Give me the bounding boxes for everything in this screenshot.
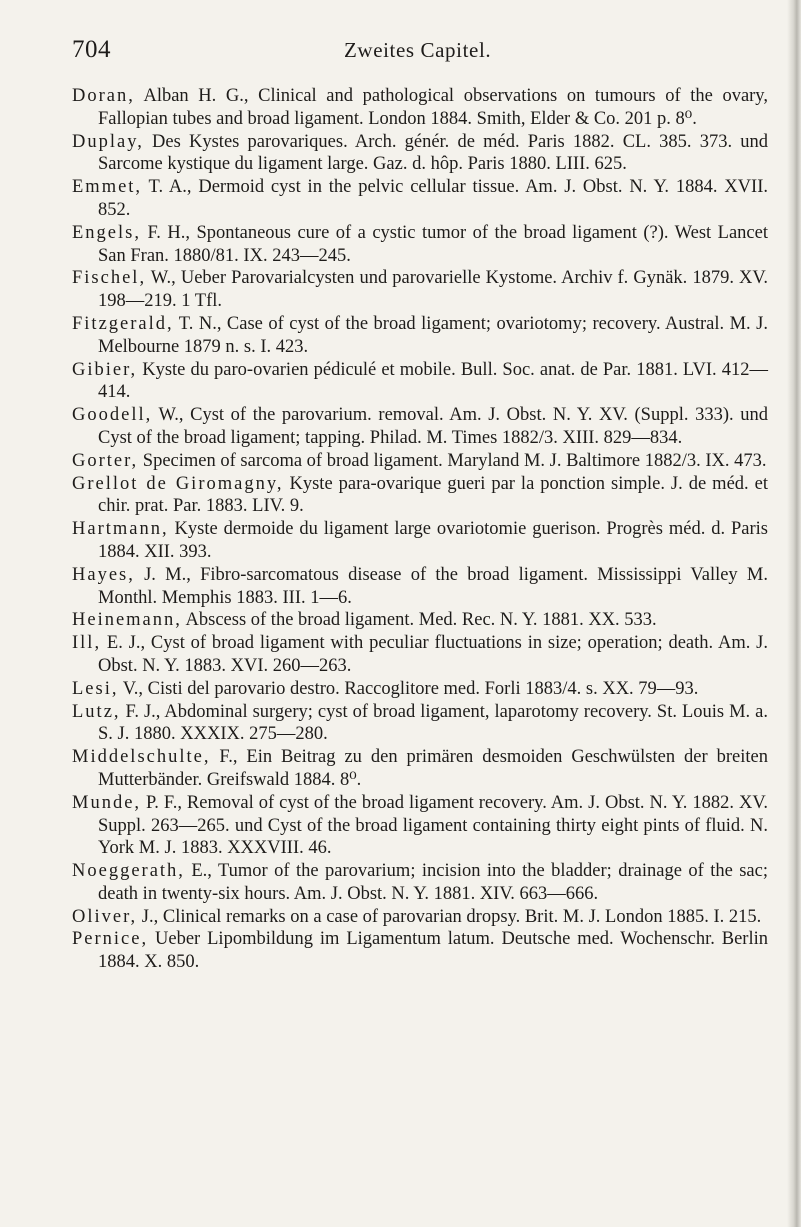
reference-author: Doran, bbox=[72, 86, 135, 106]
reference-author: Fitzgerald, bbox=[72, 313, 174, 334]
reference-text: P. F., Removal of cyst of the broad ligament recovery. Am. J. Obst. N. Y. 1882. XV. Suppl. 263—265. und Cyst of the broad ligament containing thirty eight pints of fluid. N. York M. J. 1883. XXXVIII. 46. bbox=[98, 792, 768, 859]
reference-text: Ueber Lipombildung im Ligamentum latum. Deutsche med. Wochenschr. Berlin 1884. X. 850. bbox=[98, 929, 768, 973]
reference-text: J., Clinical remarks on a case of parovarian dropsy. Brit. M. J. London 1885. I. 215. bbox=[137, 906, 762, 927]
reference-entry bbox=[72, 313, 768, 359]
reference-entry bbox=[72, 518, 768, 564]
running-head: Zweites Capitel. bbox=[344, 38, 492, 62]
reference-text: F. H., Spontaneous cure of a cystic tumor of the broad ligament (?). West Lancet San Fran. 1880/81. IX. 243—245. bbox=[98, 222, 768, 266]
reference-entry bbox=[72, 473, 768, 519]
page-edge-shadow bbox=[787, 0, 801, 1227]
reference-text: Specimen of sarcoma of broad ligament. Maryland M. J. Baltimore 1882/3. IX. 473. bbox=[138, 450, 767, 471]
reference-entry bbox=[72, 860, 768, 906]
reference-author: Pernice, bbox=[72, 929, 149, 950]
reference-author: Hayes, bbox=[72, 564, 135, 585]
reference-entry bbox=[72, 609, 768, 632]
reference-text: T. A., Dermoid cyst in the pelvic cellular tissue. Am. J. Obst. N. Y. 1884. XVII. 852. bbox=[98, 177, 768, 220]
reference-author: Fischel, bbox=[72, 268, 147, 289]
reference-author: Duplay, bbox=[72, 131, 144, 152]
reference-text: F., Ein Beitrag zu den primären desmoiden Geschwülsten der breiten Mutterbänder. Greifswald 1884. 8⁰. bbox=[98, 747, 768, 790]
reference-text: Kyste para-ovarique gueri par la ponction simple. J. de méd. et chir. prat. Par. 1883. LIV. 9. bbox=[98, 473, 768, 517]
reference-entry bbox=[72, 746, 768, 792]
reference-entry bbox=[72, 222, 768, 268]
reference-author: Emmet, bbox=[72, 177, 143, 198]
reference-text: W., Ueber Parovarialcysten und parovarielle Kystome. Archiv f. Gynäk. 1879. XV. 198—219. 1 Tfl. bbox=[98, 268, 768, 312]
reference-text: E., Tumor of the parovarium; incision into the bladder; drainage of the sac; death in twenty-six hours. Am. J. Obst. N. Y. 1881. XIV. 663—666. bbox=[98, 861, 768, 904]
reference-entry bbox=[72, 359, 768, 405]
reference-text: T. N., Case of cyst of the broad ligament; ovariotomy; recovery. Austral. M. J. Melbourne 1879 n. s. I. 423. bbox=[98, 313, 768, 357]
reference-author: Lesi, bbox=[72, 678, 119, 699]
reference-entry bbox=[72, 131, 768, 177]
reference-text: Kyste du paro-ovarien pédiculé et mobile. Bull. Soc. anat. de Par. 1881. LVI. 412—414. bbox=[98, 359, 768, 403]
reference-entry bbox=[72, 450, 768, 473]
reference-entry bbox=[72, 792, 768, 860]
reference-text: Des Kystes parovariques. Arch. génér. de méd. Paris 1882. CL. 385. 373. und Sarcome kystique du ligament large. Gaz. d. hôp. Paris 1880. LIII. 625. bbox=[98, 131, 768, 175]
reference-entry bbox=[72, 564, 768, 610]
reference-author: Oliver, bbox=[72, 906, 138, 927]
reference-author: Hartmann, bbox=[72, 519, 169, 540]
reference-entry bbox=[72, 632, 768, 678]
reference-text: W., Cyst of the parovarium. removal. Am. J. Obst. N. Y. XV. (Suppl. 333). und Cyst of the broad ligament; tapping. Philad. M. Times 1882/3. XIII. 829—834. bbox=[98, 405, 768, 448]
reference-author: Engels, bbox=[72, 222, 141, 243]
reference-author: Munde, bbox=[72, 792, 142, 813]
reference-author: Goodell, bbox=[72, 405, 153, 426]
reference-entry bbox=[72, 701, 768, 747]
reference-entry bbox=[72, 176, 768, 222]
reference-text: Kyste dermoide du ligament large ovariotomie guerison. Progrès méd. d. Paris 1884. XII. 393. bbox=[98, 519, 768, 562]
reference-author: Noeggerath, bbox=[72, 861, 185, 882]
reference-entry bbox=[72, 404, 768, 450]
reference-list bbox=[72, 85, 768, 974]
reference-entry bbox=[72, 678, 768, 701]
reference-entry bbox=[72, 928, 768, 974]
page-header bbox=[72, 36, 772, 70]
reference-text: Alban H. G., Clinical and pathological observations on tumours of the ovary, Fallopian tubes and broad ligament. London 1884. Smith, Elder & Co. 201 p. 8⁰. bbox=[98, 86, 768, 129]
reference-author: Middelschulte, bbox=[72, 747, 211, 768]
reference-author: Heinemann, bbox=[72, 610, 182, 631]
reference-author: Ill, bbox=[72, 633, 102, 654]
reference-text: F. J., Abdominal surgery; cyst of broad ligament, laparotomy recovery. St. Louis M. a. S. J. 1880. XXXIX. 275—280. bbox=[98, 701, 768, 745]
reference-author: Gorter, bbox=[72, 450, 139, 471]
reference-author: Grellot de Giromagny, bbox=[72, 473, 284, 494]
reference-entry bbox=[72, 267, 768, 313]
reference-entry bbox=[72, 85, 768, 131]
reference-author: Lutz, bbox=[72, 701, 121, 722]
reference-text: E. J., Cyst of broad ligament with peculiar fluctuations in size; operation; death. Am. J. Obst. N. Y. 1883. XVI. 260—263. bbox=[98, 633, 768, 676]
reference-text: J. M., Fibro-sarcomatous disease of the broad ligament. Mississippi Valley M. Monthl. Memphis 1883. III. 1—6. bbox=[98, 564, 768, 608]
page-number: 704 bbox=[72, 36, 111, 63]
reference-entry bbox=[72, 906, 768, 929]
reference-text: V., Cisti del parovario destro. Raccoglitore med. Forli 1883/4. s. XX. 79—93. bbox=[118, 678, 699, 699]
reference-text: Abscess of the broad ligament. Med. Rec. N. Y. 1881. XX. 533. bbox=[181, 610, 657, 631]
reference-author: Gibier, bbox=[72, 359, 138, 380]
